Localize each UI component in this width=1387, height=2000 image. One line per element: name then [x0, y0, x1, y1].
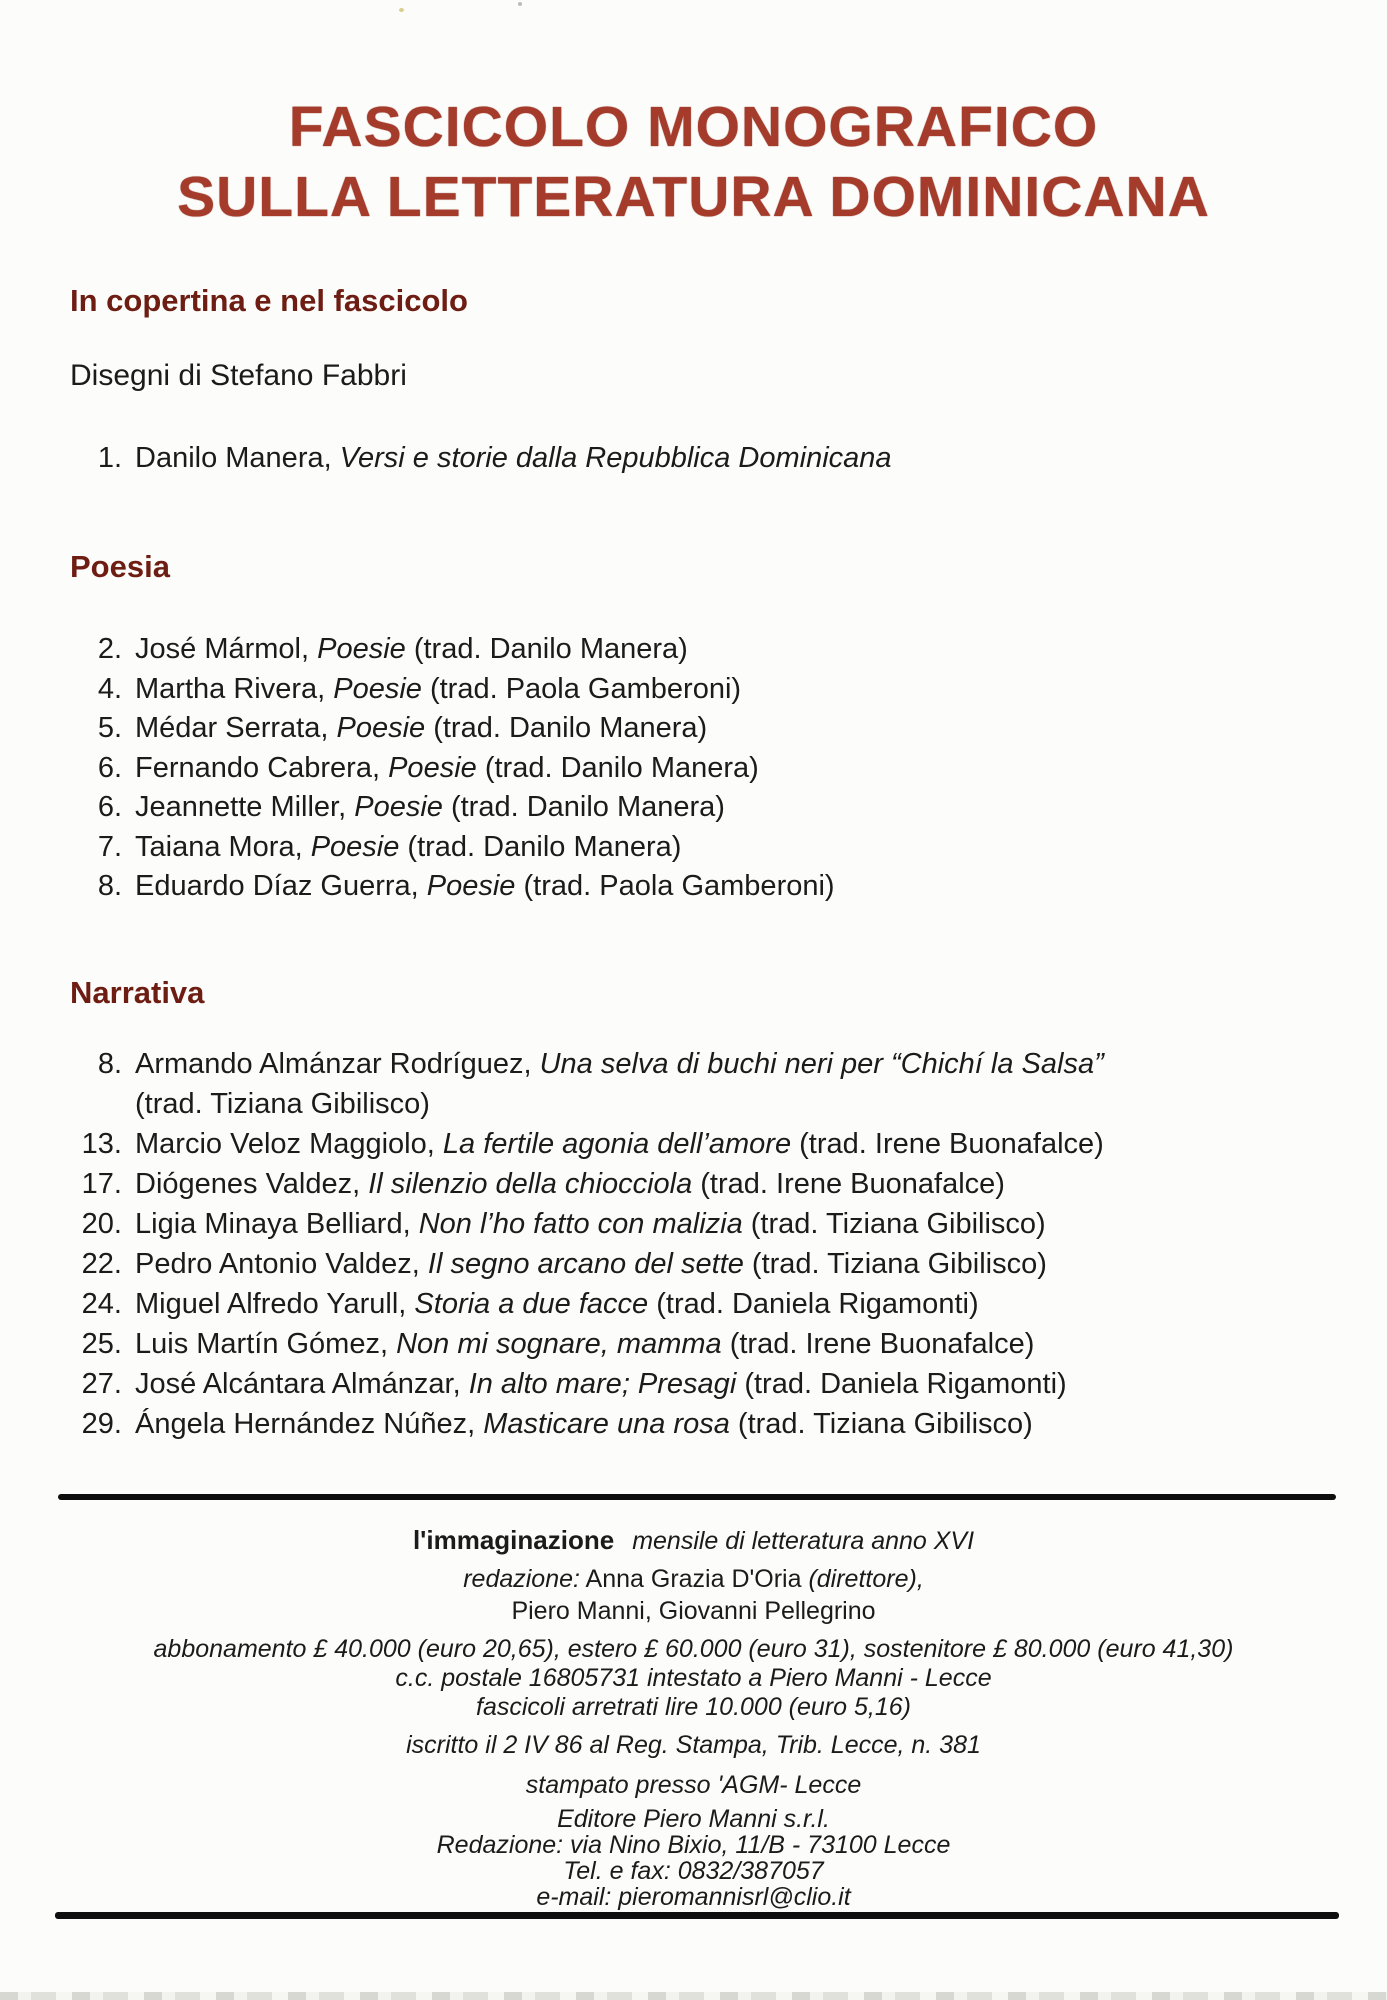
toc-item-title: Una selva di buchi neri per “Chichí la Salsa” — [539, 1048, 1104, 1080]
toc-item-text — [135, 1404, 1330, 1444]
toc-item-translator: (trad. Irene Buonafalce) — [692, 1168, 1005, 1200]
toc-item-author: Miguel Alfredo Yarull, — [135, 1288, 415, 1320]
toc-item-number: 22. — [81, 1248, 122, 1280]
colophon-magazine-line — [0, 1524, 1387, 1557]
toc-item-number: 17. — [81, 1168, 122, 1200]
toc-item-title: Masticare una rosa — [483, 1408, 730, 1440]
magazine-name: l'immaginazione — [412, 1525, 615, 1555]
toc-item-translator: (trad. Danilo Manera) — [405, 633, 688, 665]
toc-item-author: Marcio Veloz Maggiolo, — [135, 1128, 443, 1160]
toc-item-text — [135, 630, 1330, 670]
toc-item-title: Versi e storie dalla Repubblica Dominicana — [339, 442, 892, 474]
toc-item-author: Diógenes Valdez, — [135, 1168, 369, 1200]
toc-item-author: Danilo Manera, — [135, 442, 340, 474]
toc-item-author: Luis Martín Gómez, — [135, 1328, 397, 1360]
scan-speck — [399, 8, 404, 12]
toc-item-translator: (trad. Tiziana Gibilisco) — [135, 1088, 430, 1120]
toc-item-translator: (trad. Danilo Manera) — [442, 791, 725, 823]
toc-item-number: 20. — [81, 1208, 122, 1240]
toc-item-text — [135, 1284, 1330, 1324]
page-title — [0, 92, 1387, 232]
section-heading-cover: In copertina e nel fascicolo — [70, 283, 468, 318]
section-heading-poesia: Poesia — [70, 549, 170, 584]
colophon-subscription-block — [0, 1635, 1387, 1722]
toc-item-number: 7. — [97, 830, 122, 863]
toc-item-translator: (trad. Tiziana Gibilisco) — [743, 1248, 1047, 1280]
printer-line: stampato presso 'AGM- Lecce — [525, 1771, 862, 1799]
list-item — [70, 1044, 1330, 1124]
list-item — [70, 1204, 1330, 1244]
toc-item-translator: (trad. Daniela Rigamonti) — [736, 1368, 1067, 1400]
toc-item-translator: (trad. Paola Gamberoni) — [515, 870, 835, 902]
colophon — [0, 1524, 1387, 1910]
horizontal-rule-top — [58, 1494, 1336, 1500]
toc-item-title: Storia a due facce — [414, 1288, 649, 1320]
toc-item-translator: (trad. Danilo Manera) — [399, 830, 682, 863]
section-poesia — [70, 548, 1330, 907]
toc-item-number: 8. — [97, 870, 122, 902]
toc-item-translator: (trad. Tiziana Gibilisco) — [729, 1408, 1033, 1440]
toc-item-title: Poesie — [310, 830, 400, 863]
cc-postale-line: c.c. postale 16805731 intestato a Piero Manni - Lecce — [395, 1664, 992, 1692]
toc-item-translator: (trad. Irene Buonafalce) — [791, 1128, 1104, 1160]
toc-item-author: Pedro Antonio Valdez, — [135, 1248, 428, 1280]
toc-item-author: José Mármol, — [135, 633, 318, 665]
toc-item-number: 1. — [97, 442, 122, 474]
list-item — [70, 670, 1330, 710]
toc-list-narrativa — [70, 1044, 1330, 1444]
list-item — [70, 788, 1330, 828]
list-item — [70, 828, 1330, 868]
list-item — [70, 709, 1330, 749]
scan-speck — [518, 2, 522, 6]
toc-item-text — [135, 1124, 1330, 1164]
toc-item-title: Il silenzio della chiocciola — [368, 1168, 693, 1200]
list-item — [70, 438, 1320, 478]
toc-item-number: 6. — [97, 751, 122, 784]
list-item — [70, 1244, 1330, 1284]
toc-item-title: Poesie — [426, 870, 516, 902]
toc-item-number: 25. — [81, 1328, 122, 1360]
list-item — [70, 1404, 1330, 1444]
list-item — [70, 1284, 1330, 1324]
toc-item-text — [135, 788, 1330, 828]
spacer — [70, 1012, 1330, 1044]
toc-item-number: 2. — [97, 633, 122, 665]
toc-item-author: Martha Rivera, — [135, 672, 334, 705]
magazine-subtitle: mensile di letteratura anno XVI — [632, 1527, 975, 1555]
toc-item-number: 4. — [97, 672, 122, 705]
registration-line: iscritto il 2 IV 86 al Reg. Stampa, Trib. Lecce, n. 381 — [406, 1731, 981, 1759]
toc-item-translator: (trad. Danilo Manera) — [476, 751, 759, 784]
toc-list-poesia — [70, 630, 1330, 907]
toc-item-title: Poesie — [317, 633, 406, 665]
horizontal-rule-bottom — [55, 1912, 1339, 1919]
toc-item-translator: (trad. Danilo Manera) — [425, 712, 708, 744]
list-item — [70, 1324, 1330, 1364]
editore-line: Editore Piero Manni s.r.l. — [557, 1805, 830, 1833]
toc-item-author: Ángela Hernández Núñez, — [135, 1408, 484, 1440]
toc-item-number: 29. — [81, 1408, 122, 1440]
toc-item-number: 24. — [81, 1288, 122, 1320]
toc-item-translator: (trad. Tiziana Gibilisco) — [742, 1208, 1046, 1240]
toc-item-title: Non l’ho fatto con malizia — [418, 1208, 743, 1240]
toc-item-title: La fertile agonia dell’amore — [442, 1128, 792, 1160]
toc-item-text — [135, 749, 1330, 789]
toc-item-text — [135, 1164, 1330, 1204]
toc-item-number: 6. — [97, 791, 122, 823]
toc-item-number: 13. — [81, 1128, 122, 1160]
toc-item-author: José Alcántara Almánzar, — [135, 1368, 469, 1400]
toc-item-title: Poesie — [336, 712, 426, 744]
toc-item-author: Armando Almánzar Rodríguez, — [135, 1048, 540, 1080]
toc-item-author: Eduardo Díaz Guerra, — [135, 870, 427, 902]
tel-fax-line: Tel. e fax: 0832/387057 — [563, 1857, 824, 1885]
list-item — [70, 1124, 1330, 1164]
toc-item-title: Poesie — [354, 791, 443, 823]
toc-item-text — [135, 1364, 1330, 1404]
toc-item-number: 5. — [97, 712, 122, 744]
publisher-block — [0, 1806, 1387, 1910]
toc-item-translator: (trad. Irene Buonafalce) — [721, 1328, 1035, 1360]
toc-item-author: Taiana Mora, — [135, 830, 311, 863]
email-line: e-mail: pieromannisrl@clio.it — [536, 1883, 851, 1911]
spacer — [70, 586, 1330, 630]
direttore-note: (direttore), — [808, 1565, 924, 1593]
list-item — [70, 867, 1330, 907]
toc-item-text — [135, 709, 1330, 749]
toc-item-text — [135, 867, 1330, 907]
toc-item-text — [135, 438, 1320, 478]
editors-line: Piero Manni, Giovanni Pellegrino — [511, 1597, 876, 1625]
redazione-address-line: Redazione: via Nino Bixio, 11/B - 73100 Lecce — [436, 1831, 951, 1859]
scan-edge-band — [0, 1992, 1387, 2000]
toc-item-text — [135, 670, 1330, 710]
list-item — [70, 1364, 1330, 1404]
colophon-redazione-line — [0, 1563, 1387, 1627]
toc-item-author: Jeannette Miller, — [135, 791, 355, 823]
section-narrativa — [70, 974, 1330, 1444]
toc-item-title: Poesie — [333, 672, 422, 705]
toc-item-title: Il segno arcano del sette — [427, 1248, 744, 1280]
fascicoli-line: fascicoli arretrati lire 10.000 (euro 5,16) — [476, 1693, 911, 1721]
list-item — [70, 630, 1330, 670]
cover-credit: Disegni di Stefano Fabbri — [70, 359, 407, 392]
page-title-line-1: FASCICOLO MONOGRAFICO — [288, 95, 1099, 159]
toc-item-text — [135, 1204, 1330, 1244]
toc-item-text — [135, 828, 1330, 868]
toc-item-author: Ligia Minaya Belliard, — [135, 1208, 419, 1240]
toc-item-number: 27. — [81, 1368, 122, 1400]
toc-item-translator: (trad. Daniela Rigamonti) — [648, 1288, 979, 1320]
abbonamento-line: abbonamento £ 40.000 (euro 20,65), estero £ 60.000 (euro 31), sostenitore £ 80.000 (euro 41,30) — [153, 1635, 1234, 1663]
toc-item-text — [135, 1324, 1330, 1364]
toc-item-text — [135, 1244, 1330, 1284]
redazione-label: redazione: — [463, 1565, 580, 1593]
redazione-names: Anna Grazia D'Oria — [579, 1565, 809, 1593]
list-item — [70, 1164, 1330, 1204]
toc-item-title: Non mi sognare, mamma — [396, 1328, 722, 1360]
toc-item-translator: (trad. Paola Gamberoni) — [421, 672, 742, 705]
toc-item-author: Fernando Cabrera, — [135, 751, 389, 784]
page-title-line-2: SULLA LETTERATURA DOMINICANA — [177, 165, 1210, 229]
list-item — [70, 749, 1330, 789]
cover-item-list — [70, 438, 1320, 478]
section-heading-narrativa: Narrativa — [70, 975, 205, 1010]
toc-item-author: Médar Serrata, — [135, 712, 337, 744]
toc-item-title: Poesie — [388, 751, 477, 784]
toc-item-title: In alto mare; Presagi — [468, 1368, 737, 1400]
toc-item-text — [135, 1044, 1330, 1124]
toc-item-number: 8. — [97, 1048, 122, 1080]
